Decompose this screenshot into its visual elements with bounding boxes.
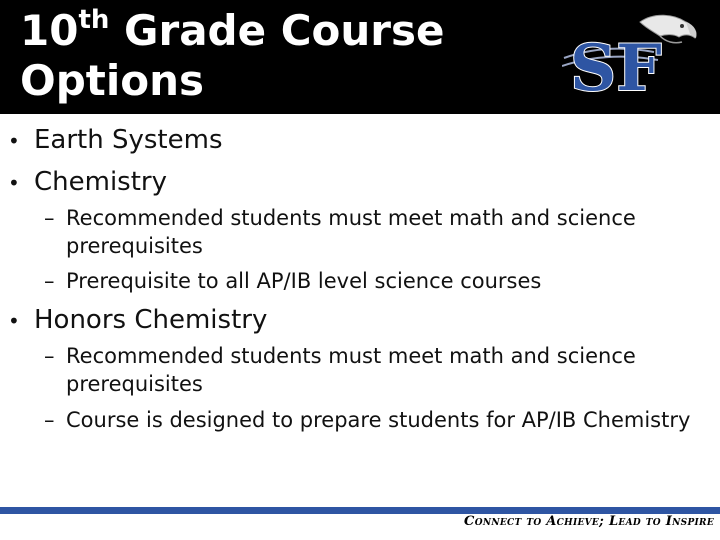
sub-bullet-marker: – bbox=[44, 344, 55, 368]
bullet-text: Honors Chemistry bbox=[34, 305, 268, 335]
sub-bullet-text: Course is designed to prepare students for AP/IB Chemistry bbox=[66, 408, 691, 432]
title-bar bbox=[0, 0, 720, 114]
school-logo bbox=[562, 12, 702, 100]
bullet-marker: • bbox=[8, 129, 20, 153]
sub-bullet bbox=[44, 406, 720, 434]
sub-bullet-text: Recommended students must meet math and science prerequisites bbox=[66, 344, 636, 396]
bullet-chemistry bbox=[8, 167, 167, 198]
sub-bullet bbox=[44, 342, 720, 398]
logo-letters: SF bbox=[570, 31, 662, 100]
sub-bullet-marker: – bbox=[44, 408, 55, 432]
sub-bullet bbox=[44, 267, 720, 295]
title-text: Grade Course bbox=[109, 6, 445, 55]
footer-tagline: Connect to Achieve; Lead to Inspire bbox=[464, 514, 714, 529]
bullet-earth-systems bbox=[8, 125, 223, 156]
bullet-marker: • bbox=[8, 309, 20, 333]
sub-bullet bbox=[44, 204, 720, 260]
sub-bullet-marker: – bbox=[44, 269, 55, 293]
title-superscript: th bbox=[78, 5, 110, 35]
slide-title bbox=[20, 6, 445, 106]
bullet-honors-chemistry bbox=[8, 305, 267, 336]
bullet-marker: • bbox=[8, 171, 20, 195]
bullet-text: Chemistry bbox=[34, 167, 167, 197]
sub-bullet-marker: – bbox=[44, 206, 55, 230]
sub-bullet-text: Recommended students must meet math and science prerequisites bbox=[66, 206, 636, 258]
title-line-2: Options bbox=[20, 56, 204, 105]
title-number: 10 bbox=[20, 6, 79, 55]
bullet-text: Earth Systems bbox=[34, 125, 223, 155]
sub-bullet-text: Prerequisite to all AP/IB level science courses bbox=[66, 269, 542, 293]
